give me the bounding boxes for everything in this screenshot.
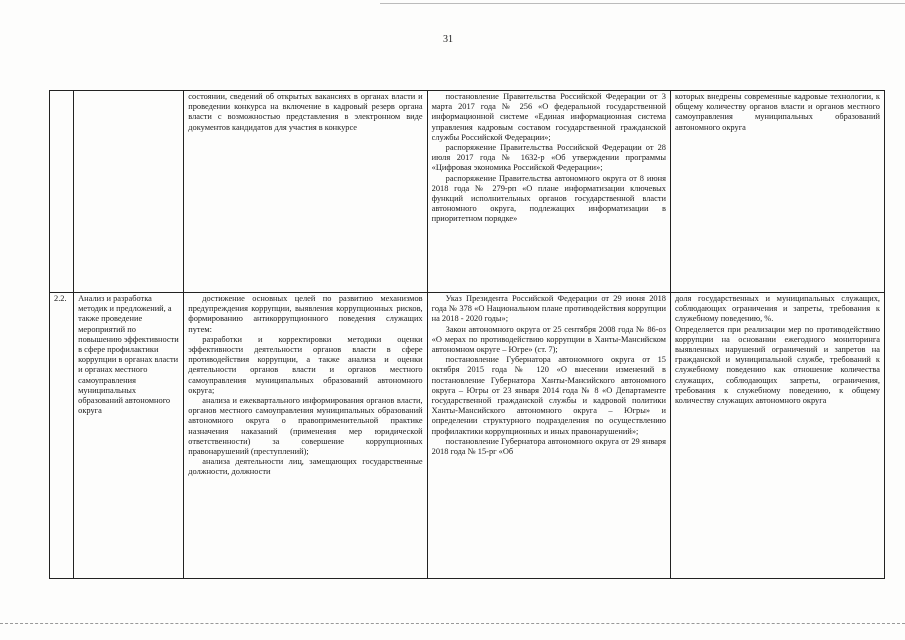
indicator-item: доля государственных и муниципальных служащих, соблюдающих ограничения и запреты, требования к служебному поведению, %. [674,294,880,324]
row-number-cell [50,91,74,293]
legal-basis-item: распоряжение Правительства автономного округа от 8 июня 2018 года № 279-рп «О плане информатизации ключевых функций исполнительных органов государственной власти автономного округа, подлежащих информатизации в приоритетном порядке» [431,173,666,224]
legal-basis-item: Указ Президента Российской Федерации от 29 июня 2018 года № 378 «О Национальном плане противодействия коррупции на 2018 - 2020 годы»; [431,294,666,324]
task-cell [74,91,184,293]
description-text: состоянии, сведений об открытых вакансиях в органах власти и проведении конкурса на включение в кадровый резерв органа власти с возможностью представления в электронном виде документов кандидатов для участия в конкурсе [188,92,423,132]
indicator-item: Определяется при реализации мер по противодействию коррупции на основании ежегодного мониторинга выявленных нарушений ограничений и запретов на гражданской и муниципальной службе, требований к служебному поведению как отношение количества служащих, соблюдающих запреты, ограничения, требования к служебному поведению, к общему количеству служащих автономного округа [674,324,880,406]
legal-basis-item: постановление Губернатора автономного округа от 15 октября 2015 года № 120 «О внесении изменений в постановление Губернатора Ханты-Мансийского автономного округа – Югры от 23 января 2014 года № 8 «О Департаменте государственной гражданской службы и кадровой политики Ханты-Мансийского автономного округа – Югры» и определении структурного подразделения по осуществлению профилактики коррупционных и иных правонарушений»; [431,355,666,436]
description-cell [184,293,427,579]
table-row [50,91,885,293]
indicator-text: которых внедрены современные кадровые технологии, к общему количеству органов власти и органов местного самоуправления муниципальных образований автономного округа [674,92,880,132]
scan-edge-line [380,3,905,4]
legal-basis-item: Закон автономного округа от 25 сентября 2008 года № 86-оз «О мерах по противодействию коррупции в Ханты-Мансийском автономном округе – Югре» (ст. 7); [431,324,666,355]
measures-table [49,90,885,579]
task-text: Анализ и разработка методик и предложений, а также проведение мероприятий по повышению эффективности в сфере профилактики коррупции в органах власти и органах местного самоуправления муниципальных образований автономного округа [78,294,179,416]
legal-basis-cell [427,91,670,293]
description-item: анализа и ежеквартального информирования органов власти, органов местного самоуправления муниципальных образований автономного округа о правоприменительной практике назначения наказаний (применения мер юридической ответственности) за совершение коррупционных правонарушений (преступлений); [188,396,423,457]
legal-basis-cell [427,293,670,579]
indicator-cell [670,91,884,293]
page-number: 31 [443,34,453,45]
table-row [50,293,885,579]
row-number-cell: 2.2. [50,293,74,579]
description-item: анализа деятельности лиц, замещающих государственные должности, должности [188,457,423,477]
legal-basis-item: распоряжение Правительства Российской Федерации от 28 июля 2017 года № 1632-р «Об утверждении программы «Цифровая экономика Российской Федерации»; [431,143,666,173]
description-item: достижение основных целей по развитию механизмов предупреждения коррупции, выявления коррупционных рисков, формированию антикоррупционного поведения служащих путем: [188,294,423,334]
indicator-cell [670,293,884,579]
legal-basis-item: постановление Правительства Российской Федерации от 3 марта 2017 года № 256 «О федеральной государственной информационной системе «Единая информационная система управления кадровым составом государственной гражданской службы Российской Федерации»; [431,92,666,142]
description-item: разработки и корректировки методики оценки эффективности деятельности органов власти в сфере противодействия коррупции, а также анализа и оценки деятельности органов власти и органов местного самоуправления муниципальных образований автономного округа; [188,334,423,395]
description-cell [184,91,427,293]
task-cell [74,293,184,579]
legal-basis-item: постановление Губернатора автономного округа от 29 января 2018 года № 15-рг «Об [431,436,666,457]
scan-edge-line [0,623,905,624]
